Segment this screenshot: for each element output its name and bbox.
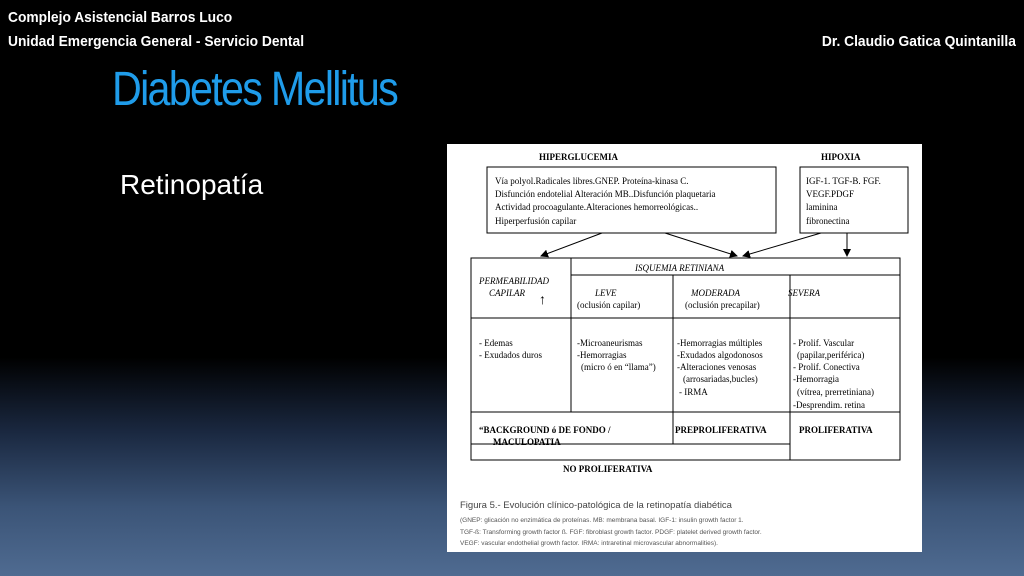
col1-line-2: - Exudados duros [479,350,542,360]
col4-line-2: (papilar,periférica) [797,350,865,360]
header-institution: Complejo Asistencial Barros Luco [8,9,233,26]
col2-line-2: -Hemorragias [577,350,627,360]
leve-sub: (oclusión capilar) [577,300,641,310]
col3-line-3: -Alteraciones venosas [677,362,757,372]
hiper-line-4: Hiperperfusión capilar [495,216,577,226]
figure-caption: Figura 5.- Evolución clínico-patológica de la retinopatía diabética [460,500,732,511]
proliferativa-label: PROLIFERATIVA [799,425,873,435]
isquemia-label: ISQUEMIA RETINIANA [635,263,725,273]
hipoxia-line-3: laminina [806,202,838,212]
col1-line-1: - Edemas [479,338,513,348]
moderada-sub: (oclusión precapilar) [685,300,760,310]
background-label: “BACKGROUND ó DE FONDO / [479,425,611,435]
capilar-label: CAPILAR [489,288,525,298]
hipoxia-line-1: IGF-1. TGF-Β. FGF. [806,176,881,186]
no-proliferativa-label: NO PROLIFERATIVA [563,464,653,474]
col4-line-4: -Hemorragia [793,374,839,384]
col2-line-3: (micro ó en “llama”) [581,362,656,372]
hipoxia-label: HIPOXIA [821,152,861,162]
col2-line-1: -Microaneurismas [577,338,643,348]
col3-line-2: -Exudados algodonosos [677,350,763,360]
retinopathy-figure [447,144,922,552]
col4-line-1: - Prolif. Vascular [793,338,855,348]
hiper-line-3: Actividad procoagulante.Alteraciones hemorreológicas.. [495,202,699,212]
col3-line-4: (arrosariadas,bucles) [683,374,758,384]
caption-note-2: TGF-ß: Transforming growth factor ß. FGF: fibroblast growth factor. PDGF: platelet derived growth factor. [460,529,762,536]
severa-label: SEVERA [788,288,820,298]
hipoxia-line-4: fibronectina [806,216,850,226]
slide-subtitle: Retinopatía [120,169,264,200]
col3-line-5: - IRMA [679,387,708,397]
leve-label: LEVE [595,288,617,298]
up-arrow-icon: ↑ [539,293,546,308]
header-author: Dr. Claudio Gatica Quintanilla [821,33,1016,50]
maculopatia-label: MACULOPATIA [493,437,561,447]
hiper-line-2: Disfunción endotelial Alteración MB..Disfunción plaquetaria [495,189,716,199]
header-department: Unidad Emergencia General - Servicio Dental [8,33,305,50]
caption-note-3: VEGF: vascular endothelial growth factor. IRMA: intraretinal microvascular abnormalities). [460,540,718,547]
retinopathy-diagram [447,144,922,552]
permeabilidad-label: PERMEABILIDAD [479,276,549,286]
col4-line-5: (vítrea, prerretiniana) [797,387,874,397]
hipoxia-line-2: VEGF.PDGF [806,189,855,199]
preproliferativa-label: PREPROLIFERATIVA [675,425,767,435]
caption-note-1: (GNEP: glicación no enzimática de proteínas. MB: membrana basal. IGF-1: insulin growth factor 1. [460,517,744,524]
connector-arrows [541,233,847,256]
col3-line-1: -Hemorragias múltiples [677,338,763,348]
hiperglucemia-label: HIPERGLUCEMIA [539,152,619,162]
moderada-label: MODERADA [691,288,740,298]
col4-line-3: - Prolif. Conectiva [793,362,860,372]
col4-line-6: -Desprendim. retina [793,400,865,410]
hiper-line-1: Vía polyol.Radicales libres.GNEP. Proteína-kinasa C. [495,176,689,186]
slide-title: Diabetes Mellitus [112,63,398,116]
